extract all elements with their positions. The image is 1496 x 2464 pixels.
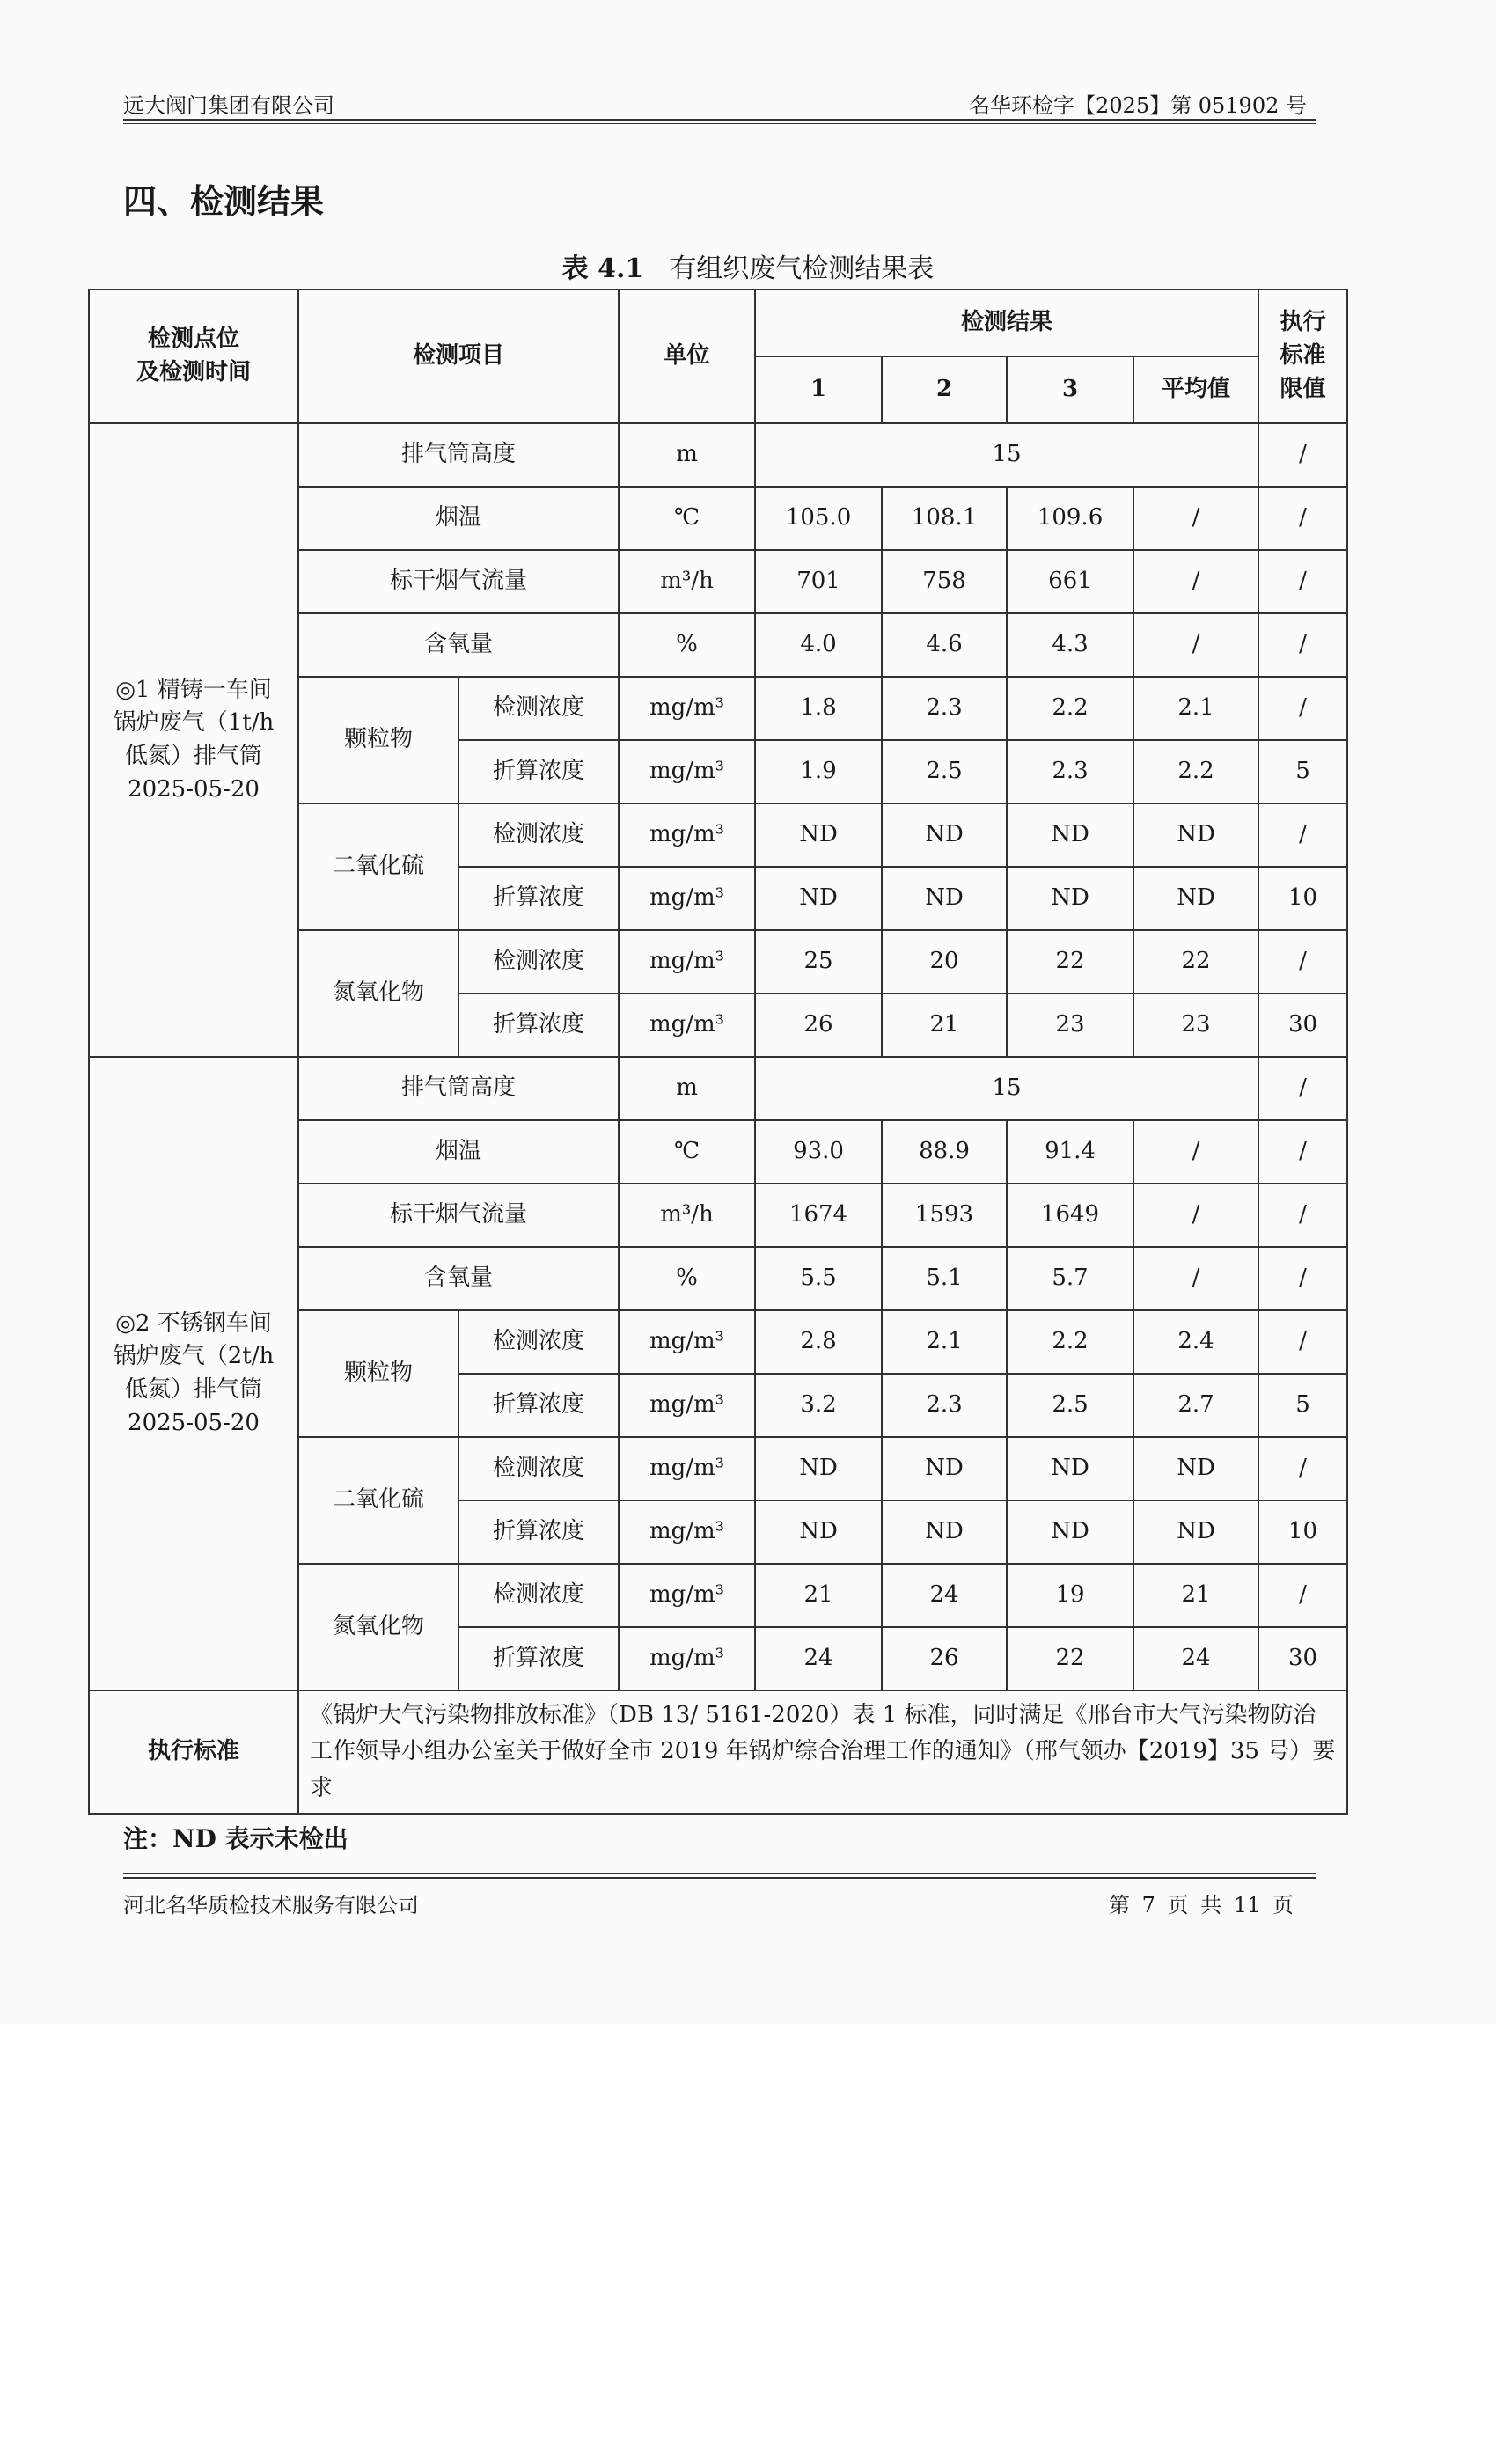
value-cell: 758: [882, 550, 1007, 613]
value-cell: 26: [882, 1627, 1007, 1690]
value-stack-height: 15: [755, 1057, 1258, 1120]
header-col-avg: 平均值: [1133, 356, 1258, 423]
unit-cell: m: [619, 423, 755, 487]
concentration-type: 检测浓度: [458, 1310, 619, 1374]
table-title: 有组织废气检测结果表: [670, 253, 935, 284]
item-stack-height: 排气筒高度: [298, 1057, 619, 1120]
monitoring-point: ◎2 不锈钢车间 锅炉废气（2t/h 低氮）排气筒 2025-05-20: [89, 1057, 298, 1690]
value-cell: 1.9: [755, 740, 882, 803]
value-cell: ND: [1133, 803, 1258, 867]
unit-cell: m³/h: [619, 550, 755, 613]
limit-cell: /: [1258, 1247, 1347, 1310]
section-title: 四、检测结果: [123, 182, 325, 221]
limit-cell: /: [1258, 550, 1347, 613]
value-cell: 5.7: [1007, 1247, 1133, 1310]
unit-cell: mg/m³: [619, 994, 755, 1057]
value-cell: 25: [755, 930, 882, 994]
value-cell: 24: [1133, 1627, 1258, 1690]
value-cell: 1674: [755, 1184, 882, 1247]
header-limit: 执行 标准 限值: [1258, 290, 1347, 423]
unit-cell: mg/m³: [619, 740, 755, 803]
value-cell: 2.8: [755, 1310, 882, 1374]
header-company: 远大阀门集团有限公司: [123, 93, 334, 118]
value-cell: 2.3: [1007, 740, 1133, 803]
value-cell: ND: [755, 867, 882, 930]
limit-cell: 5: [1258, 1374, 1347, 1437]
limit-cell: /: [1258, 1057, 1347, 1120]
concentration-type: 折算浓度: [458, 867, 619, 930]
standard-row: [89, 1690, 1347, 1814]
value-cell: ND: [882, 1500, 1007, 1564]
unit-cell: mg/m³: [619, 867, 755, 930]
standard-label: 执行标准: [89, 1690, 298, 1814]
value-cell: 1649: [1007, 1184, 1133, 1247]
limit-cell: /: [1258, 677, 1347, 740]
value-cell: 5.1: [882, 1247, 1007, 1310]
value-cell: 2.3: [882, 1374, 1007, 1437]
value-cell: 2.5: [882, 740, 1007, 803]
value-cell: /: [1133, 613, 1258, 677]
value-cell: ND: [755, 803, 882, 867]
limit-cell: /: [1258, 1184, 1347, 1247]
value-cell: 23: [1007, 994, 1133, 1057]
header-divider-thin: [123, 123, 1316, 124]
limit-cell: 30: [1258, 994, 1347, 1057]
value-cell: 2.1: [882, 1310, 1007, 1374]
table-row: [89, 423, 1347, 487]
value-cell: 2.3: [882, 677, 1007, 740]
concentration-type: 折算浓度: [458, 1374, 619, 1437]
limit-cell: 5: [1258, 740, 1347, 803]
value-cell: 26: [755, 994, 882, 1057]
header-col-1: 1: [755, 356, 882, 423]
value-cell: 24: [755, 1627, 882, 1690]
unit-cell: mg/m³: [619, 1500, 755, 1564]
concentration-type: 折算浓度: [458, 1500, 619, 1564]
pollutant-so2: 二氧化硫: [298, 1437, 458, 1564]
table-note: 注：ND 表示未检出: [123, 1824, 348, 1853]
value-cell: 1.8: [755, 677, 882, 740]
concentration-type: 折算浓度: [458, 994, 619, 1057]
footer-page-number: 第 7 页 共 11 页: [1109, 1893, 1294, 1918]
limit-cell: /: [1258, 1564, 1347, 1627]
header-item: 检测项目: [298, 290, 619, 423]
value-cell: 661: [1007, 550, 1133, 613]
pollutant-particulate: 颗粒物: [298, 1310, 458, 1437]
standard-text: 《锅炉大气污染物排放标准》（DB 13/ 5161-2020）表 1 标准，同时满足《邢台市大气污染物防治工作领导小组办公室关于做好全市 2019 年锅炉综合治理工作的通知》（邢气领办【2019】35 号）要求: [298, 1690, 1347, 1814]
value-cell: ND: [755, 1500, 882, 1564]
limit-cell: /: [1258, 930, 1347, 994]
footer-company: 河北名华质检技术服务有限公司: [123, 1893, 419, 1918]
value-cell: 2.5: [1007, 1374, 1133, 1437]
item-stack-height: 排气筒高度: [298, 423, 619, 487]
value-cell: 93.0: [755, 1120, 882, 1184]
value-cell: 88.9: [882, 1120, 1007, 1184]
unit-cell: mg/m³: [619, 1564, 755, 1627]
unit-cell: %: [619, 613, 755, 677]
table-header-row: [89, 290, 1347, 356]
monitoring-point: ◎1 精铸一车间 锅炉废气（1t/h 低氮）排气筒 2025-05-20: [89, 423, 298, 1057]
limit-cell: 30: [1258, 1627, 1347, 1690]
table-row: [89, 1057, 1347, 1120]
value-cell: 22: [1007, 1627, 1133, 1690]
unit-cell: mg/m³: [619, 803, 755, 867]
unit-cell: m: [619, 1057, 755, 1120]
concentration-type: 检测浓度: [458, 677, 619, 740]
value-cell: ND: [755, 1437, 882, 1500]
unit-cell: ℃: [619, 487, 755, 550]
value-cell: 4.3: [1007, 613, 1133, 677]
limit-cell: /: [1258, 487, 1347, 550]
pollutant-nox: 氮氧化物: [298, 930, 458, 1057]
unit-cell: m³/h: [619, 1184, 755, 1247]
value-cell: 20: [882, 930, 1007, 994]
item-oxygen: 含氧量: [298, 613, 619, 677]
value-cell: 21: [1133, 1564, 1258, 1627]
value-cell: ND: [882, 803, 1007, 867]
limit-cell: /: [1258, 613, 1347, 677]
value-cell: 2.2: [1133, 740, 1258, 803]
value-cell: ND: [1007, 1437, 1133, 1500]
limit-cell: /: [1258, 1310, 1347, 1374]
header-report-number: 名华环检字【2025】第 051902 号: [969, 93, 1307, 118]
value-cell: 105.0: [755, 487, 882, 550]
unit-cell: ℃: [619, 1120, 755, 1184]
footer-divider: [123, 1877, 1316, 1879]
unit-cell: %: [619, 1247, 755, 1310]
value-cell: ND: [1007, 803, 1133, 867]
header-unit: 单位: [619, 290, 755, 423]
header-point: 检测点位 及检测时间: [89, 290, 298, 423]
concentration-type: 检测浓度: [458, 1437, 619, 1500]
unit-cell: mg/m³: [619, 1374, 755, 1437]
limit-cell: /: [1258, 1120, 1347, 1184]
item-oxygen: 含氧量: [298, 1247, 619, 1310]
concentration-type: 检测浓度: [458, 930, 619, 994]
concentration-type: 检测浓度: [458, 803, 619, 867]
value-cell: 2.2: [1007, 677, 1133, 740]
concentration-type: 检测浓度: [458, 1564, 619, 1627]
pollutant-nox: 氮氧化物: [298, 1564, 458, 1690]
concentration-type: 折算浓度: [458, 740, 619, 803]
value-cell: ND: [882, 867, 1007, 930]
value-cell: 701: [755, 550, 882, 613]
value-cell: 19: [1007, 1564, 1133, 1627]
pollutant-so2: 二氧化硫: [298, 803, 458, 930]
header-col-3: 3: [1007, 356, 1133, 423]
value-cell: 2.2: [1007, 1310, 1133, 1374]
unit-cell: mg/m³: [619, 1437, 755, 1500]
value-cell: 109.6: [1007, 487, 1133, 550]
value-cell: ND: [1007, 867, 1133, 930]
unit-cell: mg/m³: [619, 930, 755, 994]
value-cell: 91.4: [1007, 1120, 1133, 1184]
concentration-type: 折算浓度: [458, 1627, 619, 1690]
item-dry-flow: 标干烟气流量: [298, 1184, 619, 1247]
limit-cell: /: [1258, 423, 1347, 487]
value-cell: 22: [1007, 930, 1133, 994]
unit-cell: mg/m³: [619, 1627, 755, 1690]
limit-cell: 10: [1258, 867, 1347, 930]
value-cell: 22: [1133, 930, 1258, 994]
value-cell: 4.0: [755, 613, 882, 677]
value-cell: ND: [882, 1437, 1007, 1500]
value-cell: /: [1133, 1120, 1258, 1184]
results-table: [88, 289, 1348, 1815]
value-cell: /: [1133, 550, 1258, 613]
limit-cell: /: [1258, 1437, 1347, 1500]
value-cell: /: [1133, 487, 1258, 550]
header-divider: [123, 119, 1316, 121]
value-cell: 1593: [882, 1184, 1007, 1247]
limit-cell: /: [1258, 803, 1347, 867]
table-number: 表 4.1: [561, 253, 644, 284]
unit-cell: mg/m³: [619, 1310, 755, 1374]
limit-cell: 10: [1258, 1500, 1347, 1564]
pollutant-particulate: 颗粒物: [298, 677, 458, 803]
value-cell: /: [1133, 1184, 1258, 1247]
header-results: 检测结果: [755, 290, 1258, 356]
footer-divider-thin: [123, 1873, 1316, 1874]
item-flue-temp: 烟温: [298, 1120, 619, 1184]
item-flue-temp: 烟温: [298, 487, 619, 550]
value-cell: 2.4: [1133, 1310, 1258, 1374]
value-cell: 23: [1133, 994, 1258, 1057]
value-cell: ND: [1133, 1500, 1258, 1564]
value-cell: 5.5: [755, 1247, 882, 1310]
value-cell: 21: [882, 994, 1007, 1057]
value-cell: 2.7: [1133, 1374, 1258, 1437]
value-cell: 4.6: [882, 613, 1007, 677]
value-cell: ND: [1133, 867, 1258, 930]
value-cell: /: [1133, 1247, 1258, 1310]
value-cell: ND: [1133, 1437, 1258, 1500]
value-cell: 108.1: [882, 487, 1007, 550]
value-cell: 3.2: [755, 1374, 882, 1437]
table-caption: [0, 246, 1496, 285]
item-dry-flow: 标干烟气流量: [298, 550, 619, 613]
value-stack-height: 15: [755, 423, 1258, 487]
unit-cell: mg/m³: [619, 677, 755, 740]
header-col-2: 2: [882, 356, 1007, 423]
value-cell: 24: [882, 1564, 1007, 1627]
value-cell: ND: [1007, 1500, 1133, 1564]
value-cell: 21: [755, 1564, 882, 1627]
value-cell: 2.1: [1133, 677, 1258, 740]
